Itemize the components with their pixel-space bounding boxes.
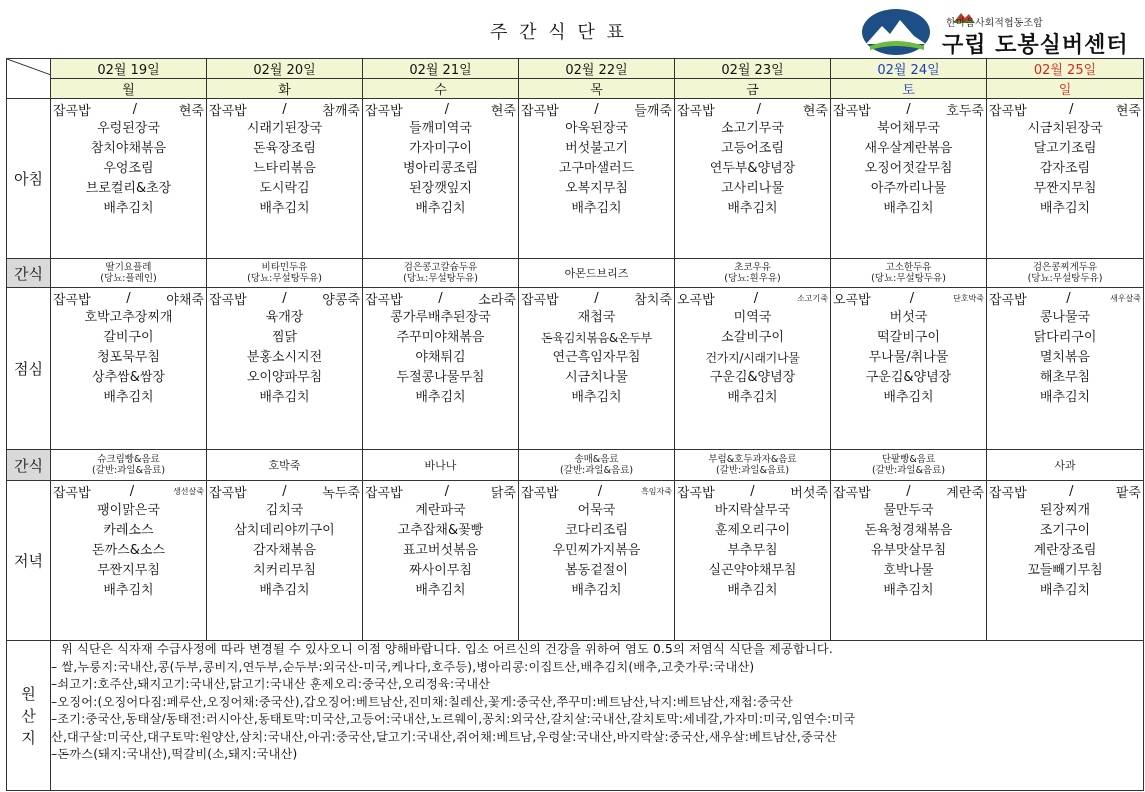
menu-item: 카레소스 <box>103 523 154 538</box>
snack-item: 비타민두유 <box>261 262 308 273</box>
porridge-name: 소고기죽 <box>797 294 828 303</box>
lunch-cell <box>363 288 519 450</box>
snack-item: 바나나 <box>424 458 457 472</box>
menu-item: 건가지/시래기나물 <box>705 351 800 365</box>
menu-item: 배추김치 <box>415 201 466 216</box>
menu-item: 코다리조림 <box>565 523 628 538</box>
rice-name: 잡곡밥 <box>365 293 403 308</box>
snack-cell <box>51 259 207 288</box>
menu-item: 훈제오리구이 <box>714 523 791 538</box>
rice-line <box>207 481 362 501</box>
menu-item: 상추쌈&쌈장 <box>92 370 165 385</box>
menu-item: 감자조림 <box>1039 161 1091 176</box>
menu-item: 북어채무국 <box>877 121 940 136</box>
rice-line <box>207 99 362 119</box>
menu-item: 배추김치 <box>883 201 934 216</box>
snack-cell <box>987 259 1144 288</box>
weekday-header: 토 <box>831 79 987 99</box>
rice-name: 잡곡밥 <box>833 486 871 501</box>
rice-name: 잡곡밥 <box>521 293 559 308</box>
menu-item: 무나물/취나물 <box>868 350 949 365</box>
rice-line <box>363 288 518 308</box>
rice-slash: / <box>444 102 449 117</box>
origin-notes <box>51 641 1144 791</box>
menu-item: 배추김치 <box>1039 390 1091 405</box>
menu-item: 돈육청경채볶음 <box>864 523 953 538</box>
weekday-header: 목 <box>519 79 675 99</box>
dinner-cell <box>675 481 831 641</box>
rice-slash: / <box>444 484 449 499</box>
menu-item: 물만두국 <box>883 503 934 518</box>
rice-name: 잡곡밥 <box>365 104 403 119</box>
menu-item: 두절콩나물무침 <box>396 370 485 385</box>
weekly-menu-table <box>6 58 1144 791</box>
menu-item: 배추김치 <box>727 201 778 216</box>
origin-line: –오징어:(오징어다짐:페루산,오징어채:중국산),갑오징어:베트남산,진미채:칠레산,꽃게:중국산,쭈꾸미:베트남산,낙지:베트남산,재첩:중국산 <box>51 694 793 709</box>
menu-item: 호박고추장찌개 <box>84 310 173 325</box>
menu-item: 청포묵무침 <box>97 350 160 365</box>
origin-line: – 쌀,누룽지:국내산,콩(두부,콩비지,연두부,순두부:외국산-미국,케나다,호주등),병아리콩:이집트산,배추김치(배추,고춧가루:국내산) <box>51 659 755 674</box>
date-header: 02월 19일 <box>51 59 207 79</box>
rice-slash: / <box>594 291 599 306</box>
origin-line: 산,대구살:미국산,대구토막:원양산,삼치:국내산,아귀:중국산,달고기:국내산,쥐어채:베트남,우렁살:국내산,바지락살:중국산,새우살:베트남산,중국산 <box>51 729 837 744</box>
porridge-name: 닭죽 <box>490 486 516 501</box>
menu-item: 달고기조림 <box>1033 141 1097 156</box>
date-header: 02월 23일 <box>675 59 831 79</box>
rice-name: 잡곡밥 <box>989 486 1027 501</box>
snack-item: 사과 <box>1054 458 1076 472</box>
dinner-cell <box>831 481 987 641</box>
rice-line <box>519 288 674 308</box>
origin-line: –쇠고기:호주산,돼지고기:국내산,닭고기:국내산 훈제오리:중국산,오리정육:국내산 <box>51 677 491 691</box>
rice-slash: / <box>282 291 287 306</box>
rice-slash: / <box>1069 102 1074 117</box>
menu-item: 미역국 <box>733 310 772 325</box>
weekday-header: 월 <box>51 79 207 99</box>
menu-item: 재첩국 <box>577 310 616 325</box>
snack-item: 검은콩고칼슘두유 <box>403 262 478 273</box>
porridge-name: 현죽 <box>178 104 204 119</box>
lunch-cell <box>51 288 207 450</box>
rice-name: 잡곡밥 <box>989 104 1027 119</box>
menu-item: 배추김치 <box>259 201 310 216</box>
menu-item: 야채튀김 <box>415 350 466 365</box>
menu-item: 배추김치 <box>103 390 154 405</box>
porridge-name: 현죽 <box>1115 104 1141 119</box>
menu-item: 실곤약야채무침 <box>708 563 797 578</box>
origin-line: –조기:중국산,동태살/동태전:러시아산,동태토막:미국산,고등어:국내산,노르웨이,꽁치:외국산,갈치살:국내산,갈치토막:세네갈,가자미:미국,임연수:미국 <box>51 712 856 726</box>
rice-name: 잡곡밥 <box>677 104 715 119</box>
snack-diabetic-note: (갈반:과일&음료) <box>871 465 946 476</box>
weekday-header: 금 <box>675 79 831 99</box>
menu-item: 도시락김 <box>259 181 310 196</box>
porridge-name: 야채죽 <box>166 293 204 308</box>
menu-item: 느타리볶음 <box>253 161 316 176</box>
rice-name: 잡곡밥 <box>833 104 871 119</box>
menu-item: 배추김치 <box>1039 583 1091 598</box>
snack-cell <box>363 450 519 481</box>
menu-item: 배추김치 <box>727 390 778 405</box>
weekday-row <box>7 79 1144 99</box>
menu-item: 육개장 <box>265 310 304 325</box>
snack-cell <box>831 450 987 481</box>
rice-line <box>987 99 1143 119</box>
lunch-label: 점심 <box>7 288 51 450</box>
rice-name: 잡곡밥 <box>365 486 403 501</box>
snack-cell <box>675 450 831 481</box>
snack1-row <box>7 259 1144 288</box>
snack-cell <box>987 450 1144 481</box>
porridge-name: 버섯죽 <box>790 486 828 501</box>
porridge-name: 단호박죽 <box>953 294 984 303</box>
snack-cell <box>519 259 675 288</box>
snack1-label: 간식 <box>7 259 51 288</box>
menu-item: 연근흑임자무침 <box>552 350 641 365</box>
menu-item: 구운김&양념장 <box>709 370 796 385</box>
snack2-label: 간식 <box>7 450 51 481</box>
menu-item: 시래기된장국 <box>246 121 323 136</box>
porridge-name: 새우살죽 <box>1110 294 1141 303</box>
corner-cell <box>7 59 51 99</box>
menu-item: 무짠지무침 <box>1033 181 1097 196</box>
menu-item: 구운김&양념장 <box>865 370 952 385</box>
menu-item: 고구마샐러드 <box>558 161 635 176</box>
snack-diabetic-note: (당뇨:플레인) <box>100 273 157 284</box>
menu-item: 병아리콩조림 <box>402 161 479 176</box>
menu-item: 돈육장조림 <box>253 141 316 156</box>
porridge-name: 양콩죽 <box>322 293 360 308</box>
porridge-name: 참치죽 <box>634 293 672 308</box>
rice-slash: / <box>756 102 761 117</box>
origin-label <box>7 641 51 791</box>
rice-slash: / <box>750 484 755 499</box>
dinner-label: 저녁 <box>7 481 51 641</box>
rice-line <box>675 481 830 501</box>
menu-item: 치커리무침 <box>253 563 316 578</box>
rice-slash: / <box>1066 291 1071 306</box>
snack-item: 송매&음료 <box>574 454 619 465</box>
porridge-name: 계란죽 <box>946 486 984 501</box>
rice-line <box>51 288 206 308</box>
snack-diabetic-note: (갈반:과일&음료) <box>559 465 634 476</box>
snack-diabetic-note: (당뇨:무설탕두유) <box>1027 273 1103 284</box>
rice-slash: / <box>129 484 135 499</box>
menu-item: 감자채볶음 <box>253 543 316 558</box>
menu-item: 돈육김치볶음&온두부 <box>541 331 652 345</box>
rice-line <box>51 99 206 119</box>
rice-line <box>831 481 986 501</box>
date-header: 02월 20일 <box>207 59 363 79</box>
mountain-logo-icon <box>860 8 940 56</box>
menu-item: 배추김치 <box>571 201 622 216</box>
rice-slash: / <box>132 102 137 117</box>
menu-item: 배추김치 <box>883 583 934 598</box>
menu-item: 콩나물국 <box>1039 310 1091 325</box>
rice-line <box>831 99 986 119</box>
breakfast-cell <box>363 99 519 259</box>
menu-item: 배추김치 <box>415 390 466 405</box>
dinner-cell <box>363 481 519 641</box>
rice-line <box>519 481 674 501</box>
rice-slash: / <box>909 291 915 306</box>
rice-name: 잡곡밥 <box>677 486 715 501</box>
menu-item: 배추김치 <box>1039 201 1091 216</box>
porridge-name: 참깨죽 <box>322 104 360 119</box>
menu-item: 짜사이무침 <box>409 563 472 578</box>
menu-item: 우엉조림 <box>103 161 154 176</box>
snack-cell <box>207 259 363 288</box>
snack-diabetic-note: (갈반:과일&음료) <box>91 465 166 476</box>
menu-item: 소고기무국 <box>721 121 784 136</box>
lunch-cell <box>831 288 987 450</box>
menu-item: 버섯불고기 <box>565 141 628 156</box>
menu-item: 콩가루배추된장국 <box>390 310 491 325</box>
rice-slash: / <box>906 484 911 499</box>
menu-item: 고추잡채&꽃빵 <box>397 523 484 538</box>
menu-item: 부추무침 <box>727 543 778 558</box>
rice-line <box>675 288 830 308</box>
lunch-row <box>7 288 1144 450</box>
menu-item: 된장깻잎지 <box>409 181 472 196</box>
menu-item: 아욱된장국 <box>565 121 628 136</box>
snack-item: 검은콩찌게두유 <box>1032 262 1098 273</box>
menu-item: 표고버섯볶음 <box>402 543 479 558</box>
porridge-name: 소라죽 <box>478 293 516 308</box>
menu-item: 브로컬리&초장 <box>85 181 172 196</box>
snack-item: 아몬드브리즈 <box>564 266 629 280</box>
breakfast-cell <box>519 99 675 259</box>
menu-item: 계란장조림 <box>1033 543 1097 558</box>
rice-name: 오곡밥 <box>833 293 871 308</box>
weekday-header: 수 <box>363 79 519 99</box>
rice-line <box>207 288 362 308</box>
breakfast-row <box>7 99 1144 259</box>
rice-line <box>675 99 830 119</box>
menu-item: 분홍소시지전 <box>246 350 323 365</box>
menu-item: 우민찌가지볶음 <box>552 543 641 558</box>
menu-item: 무짠지무침 <box>97 563 160 578</box>
menu-item: 계란파국 <box>415 503 466 518</box>
menu-item: 어묵국 <box>577 503 616 518</box>
menu-item: 오징어젓갈무침 <box>864 161 953 176</box>
snack2-row <box>7 450 1144 481</box>
menu-item: 배추김치 <box>103 583 154 598</box>
snack-cell <box>675 259 831 288</box>
rice-name: 잡곡밥 <box>209 293 247 308</box>
menu-item: 주꾸미야채볶음 <box>396 330 485 345</box>
rice-name: 잡곡밥 <box>209 104 247 119</box>
menu-item: 배추김치 <box>727 583 778 598</box>
menu-item: 찜닭 <box>271 330 298 345</box>
porridge-name: 현죽 <box>802 104 828 119</box>
rice-line <box>363 481 518 501</box>
breakfast-cell <box>675 99 831 259</box>
menu-item: 조기구이 <box>1039 523 1091 538</box>
menu-item: 해초무침 <box>1039 370 1091 385</box>
origin-row <box>7 641 1144 791</box>
rice-name: 잡곡밥 <box>521 486 559 501</box>
snack-cell <box>51 450 207 481</box>
menu-item: 호박나물 <box>883 563 934 578</box>
lunch-cell <box>519 288 675 450</box>
origin-line: –돈까스(돼지:국내산),떡갈비(소,돼지:국내산) <box>51 747 298 761</box>
lunch-cell <box>675 288 831 450</box>
menu-item: 고등어조림 <box>721 141 784 156</box>
snack-item: 딸기요플레 <box>105 262 152 273</box>
menu-item: 새우살계란볶음 <box>864 141 953 156</box>
menu-item: 배추김치 <box>259 583 310 598</box>
menu-item: 돈까스&소스 <box>92 543 165 558</box>
menu-item: 닭다리구이 <box>1033 330 1097 345</box>
snack-item: 고소한두유 <box>885 262 932 273</box>
menu-item: 가자미구이 <box>409 141 472 156</box>
menu-item: 바지락살무국 <box>714 503 791 518</box>
snack-cell <box>519 450 675 481</box>
menu-item: 오이양파무침 <box>246 370 323 385</box>
date-row <box>7 59 1144 79</box>
menu-item: 배추김치 <box>883 390 934 405</box>
rice-line <box>831 288 986 308</box>
weekday-header: 화 <box>207 79 363 99</box>
rice-slash: / <box>1069 484 1074 499</box>
porridge-name: 호두죽 <box>946 104 984 119</box>
date-header: 02월 22일 <box>519 59 675 79</box>
porridge-name: 팥죽 <box>1115 486 1141 501</box>
date-header: 02월 24일 <box>831 59 987 79</box>
rice-slash: / <box>126 291 131 306</box>
snack-diabetic-note: (당뇨:무설탕두유) <box>871 273 946 284</box>
menu-item: 소갈비구이 <box>721 330 784 345</box>
dinner-cell <box>51 481 207 641</box>
lunch-cell <box>987 288 1144 450</box>
snack-diabetic-note: (당뇨:흰우유) <box>724 273 781 284</box>
breakfast-cell <box>207 99 363 259</box>
rice-slash: / <box>594 102 599 117</box>
rice-name: 잡곡밥 <box>53 486 91 501</box>
menu-item: 버섯국 <box>889 310 928 325</box>
date-header: 02월 25일 <box>987 59 1144 79</box>
rice-slash: / <box>282 484 287 499</box>
snack-diabetic-note: (당뇨:무설탕두유) <box>247 273 322 284</box>
rice-name: 오곡밥 <box>677 293 715 308</box>
rice-name: 잡곡밥 <box>53 104 91 119</box>
origin-line: 위 식단은 식자재 수급사정에 따라 변경될 수 있사오니 이점 양해바랍니다. 입소 어르신의 건강을 위하여 염도 0.5의 저염식 식단을 제공합니다. <box>61 642 833 656</box>
menu-item: 멸치볶음 <box>1039 350 1091 365</box>
rice-line <box>51 481 206 501</box>
logo-center-name: 구립 도봉실버센터 <box>942 33 1129 58</box>
porridge-name: 흑임자죽 <box>641 487 672 496</box>
breakfast-label: 아침 <box>7 99 51 259</box>
menu-item: 시금치나물 <box>565 370 628 385</box>
menu-item: 연두부&양념장 <box>709 161 796 176</box>
snack-cell <box>831 259 987 288</box>
rice-name: 잡곡밥 <box>989 293 1027 308</box>
snack-item: 호박죽 <box>268 458 301 472</box>
menu-item: 고사리나물 <box>721 181 784 196</box>
porridge-name: 들깨죽 <box>634 104 672 119</box>
snack-cell <box>363 259 519 288</box>
snack-diabetic-note: (갈반:과일&음료) <box>715 465 790 476</box>
breakfast-cell <box>51 99 207 259</box>
menu-item: 들깨미역국 <box>409 121 472 136</box>
menu-item: 우렁된장국 <box>97 121 160 136</box>
dinner-cell <box>207 481 363 641</box>
rice-slash: / <box>438 291 443 306</box>
date-header: 02월 21일 <box>363 59 519 79</box>
lunch-cell <box>207 288 363 450</box>
menu-item: 배추김치 <box>571 583 622 598</box>
menu-item: 참치야채볶음 <box>90 141 167 156</box>
snack-item: 초코우유 <box>734 262 771 273</box>
dinner-cell <box>519 481 675 641</box>
menu-item: 배추김치 <box>571 390 622 405</box>
menu-item: 시금치된장국 <box>1027 121 1103 136</box>
menu-item: 김치국 <box>265 503 304 518</box>
porridge-name: 현죽 <box>490 104 516 119</box>
dinner-cell <box>987 481 1144 641</box>
porridge-name: 생선살죽 <box>173 487 204 496</box>
page-title: 주 간 식 단 표 <box>490 22 627 43</box>
snack-item: 단팥빵&음료 <box>881 454 936 465</box>
rice-line <box>987 481 1143 501</box>
menu-item: 아주까리나물 <box>870 181 947 196</box>
breakfast-cell <box>831 99 987 259</box>
dinner-row <box>7 481 1144 641</box>
menu-item: 된장찌개 <box>1039 503 1091 518</box>
snack-cell <box>207 450 363 481</box>
rice-name: 잡곡밥 <box>53 293 91 308</box>
rice-line <box>987 288 1143 308</box>
rice-slash: / <box>906 102 911 117</box>
rice-line <box>519 99 674 119</box>
menu-item: 삼치데리야끼구이 <box>234 523 335 538</box>
menu-item: 유부맛살무침 <box>870 543 947 558</box>
rice-name: 잡곡밥 <box>209 486 247 501</box>
breakfast-cell <box>987 99 1144 259</box>
snack-diabetic-note: (당뇨:무설탕두유) <box>403 273 478 284</box>
menu-item: 배추김치 <box>415 583 466 598</box>
porridge-name: 녹두죽 <box>322 486 360 501</box>
logo-org-name: 한마음사회적협동조합 <box>946 18 1043 29</box>
rice-slash: / <box>282 102 287 117</box>
snack-item: 부럼&호두과자&음료 <box>708 454 797 465</box>
menu-item: 봄동겉절이 <box>565 563 628 578</box>
menu-item: 배추김치 <box>103 201 154 216</box>
menu-item: 배추김치 <box>259 390 310 405</box>
rice-slash: / <box>597 484 603 499</box>
menu-item: 꼬들빼기무침 <box>1027 563 1103 578</box>
rice-slash: / <box>753 291 759 306</box>
menu-item: 팽이맑은국 <box>97 503 160 518</box>
menu-item: 떡갈비구이 <box>877 330 940 345</box>
menu-item: 오복지무침 <box>565 181 628 196</box>
rice-name: 잡곡밥 <box>521 104 559 119</box>
snack-item: 슈크림빵&음료 <box>97 454 160 465</box>
rice-line <box>363 99 518 119</box>
weekday-header: 일 <box>987 79 1144 99</box>
origin-label-text: 원산지 <box>21 684 36 747</box>
menu-item: 갈비구이 <box>103 330 154 345</box>
